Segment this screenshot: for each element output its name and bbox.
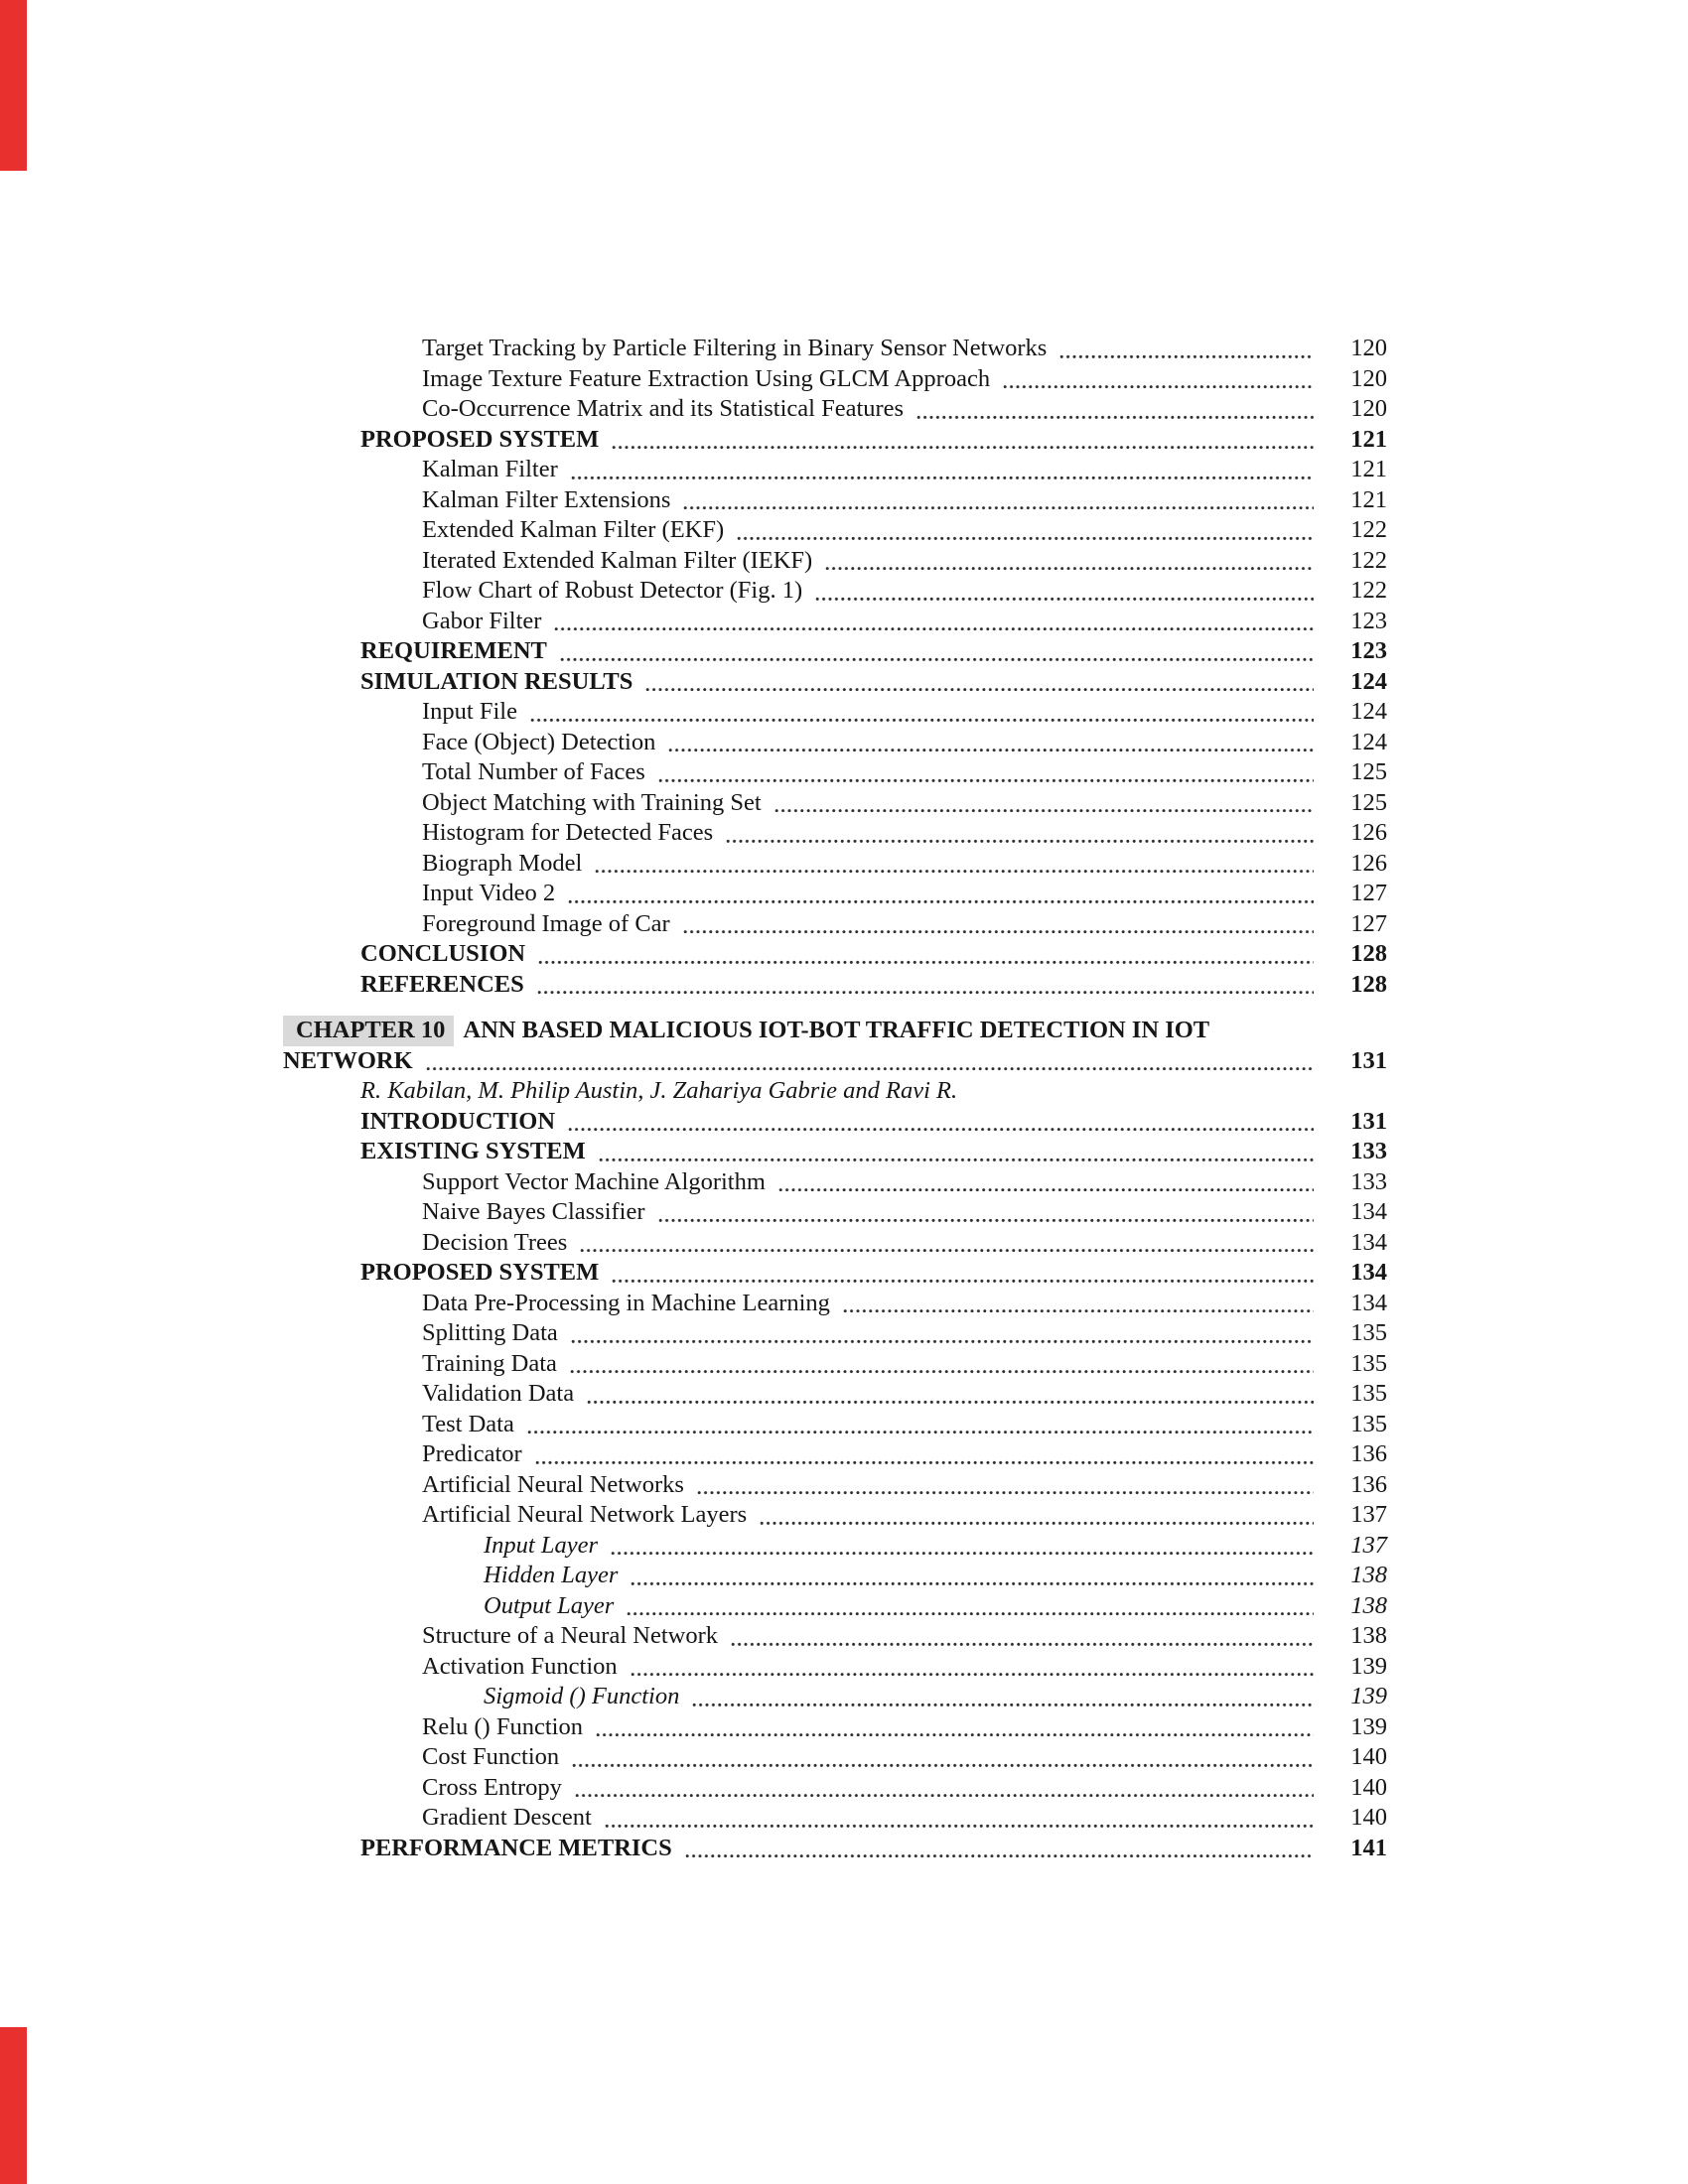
toc-entry <box>283 1712 1387 1743</box>
dot-leader <box>630 1561 1314 1591</box>
toc-entry-page: 121 <box>1350 425 1387 453</box>
toc-entry-page: 136 <box>1350 1470 1387 1498</box>
toc-entry-page: 127 <box>1350 880 1387 906</box>
toc-entry-label: Biograph Model <box>422 849 583 877</box>
dot-leader <box>570 1318 1314 1349</box>
toc-entry <box>283 1803 1387 1834</box>
toc-entry-label: Training Data <box>422 1349 557 1377</box>
toc-entry-page: 131 <box>1350 1046 1387 1074</box>
toc-entry <box>283 1137 1387 1167</box>
dot-leader <box>1002 364 1314 395</box>
toc-entry <box>283 334 1387 364</box>
toc-entry-label: Test Data <box>422 1410 514 1437</box>
toc-entry-label: EXISTING SYSTEM <box>360 1138 586 1164</box>
dot-leader <box>611 425 1314 456</box>
dot-leader <box>736 515 1314 546</box>
toc-entry <box>283 1410 1387 1440</box>
toc-entry <box>283 1561 1387 1591</box>
toc-entry <box>283 1349 1387 1380</box>
toc-entry-page: 135 <box>1350 1380 1387 1407</box>
dot-leader <box>571 1742 1314 1773</box>
dot-leader <box>684 1834 1314 1864</box>
dot-leader <box>611 1258 1314 1289</box>
toc-entry <box>283 970 1387 1001</box>
dot-leader <box>1058 334 1314 364</box>
toc-entry-page: 125 <box>1350 758 1387 785</box>
toc-entry-page: 120 <box>1350 395 1387 422</box>
toc-entry-page: 124 <box>1350 698 1387 725</box>
dot-leader <box>842 1289 1314 1319</box>
toc-entry-page: 121 <box>1350 456 1387 482</box>
toc-entry-label: Validation Data <box>422 1380 575 1407</box>
toc-entry-page: 138 <box>1350 1591 1387 1619</box>
toc-entry-label: Gradient Descent <box>422 1804 592 1831</box>
toc-entry-label: CONCLUSION <box>360 940 526 967</box>
toc-entry-label: Face (Object) Detection <box>422 728 656 755</box>
toc-entry-label: Relu () Function <box>422 1712 583 1740</box>
toc-entry <box>283 1439 1387 1470</box>
dot-leader <box>644 667 1314 698</box>
toc-entry-label: Output Layer <box>484 1591 615 1619</box>
dot-leader <box>534 1439 1314 1470</box>
dot-leader <box>814 576 1314 607</box>
toc-entry-page: 139 <box>1350 1652 1387 1680</box>
dot-leader <box>725 818 1314 849</box>
chapter-number-highlight: CHAPTER 10 <box>283 1016 454 1046</box>
toc-entry <box>283 939 1387 970</box>
toc-entry <box>283 788 1387 819</box>
toc-entry-label: SIMULATION RESULTS <box>360 667 633 695</box>
toc-entry-page: 126 <box>1350 819 1387 846</box>
toc-entry-label: Image Texture Feature Extraction Using GLCM Approach <box>422 364 991 392</box>
toc-entry-page: 122 <box>1350 516 1387 543</box>
toc-entry <box>283 1197 1387 1228</box>
toc-entry <box>283 1379 1387 1410</box>
dot-leader <box>526 1410 1314 1440</box>
toc-entry-page: 140 <box>1350 1804 1387 1831</box>
toc-entry-label: Artificial Neural Networks <box>422 1470 684 1498</box>
toc-entry-page: 120 <box>1350 335 1387 361</box>
toc-entry <box>283 1834 1387 1864</box>
toc-entry-label: Splitting Data <box>422 1319 558 1346</box>
dot-leader <box>604 1803 1314 1834</box>
dot-leader <box>595 1712 1314 1743</box>
chapter-heading <box>283 1016 1387 1046</box>
toc-entry-label: Foreground Image of Car <box>422 909 670 937</box>
toc-entry <box>283 849 1387 880</box>
toc-entry-page: 123 <box>1350 607 1387 634</box>
dot-leader <box>574 1773 1314 1804</box>
toc-entry-label: Target Tracking by Particle Filtering in Binary Sensor Networks <box>422 335 1048 361</box>
toc-entry-page: 134 <box>1350 1228 1387 1256</box>
dot-leader <box>569 1349 1314 1380</box>
toc-entry-page: 125 <box>1350 788 1387 816</box>
toc-entry-label: Input File <box>422 698 517 725</box>
toc-entry-label: PROPOSED SYSTEM <box>360 1259 600 1286</box>
toc-entry <box>283 576 1387 607</box>
toc-entry-page: 131 <box>1350 1107 1387 1135</box>
toc-entry <box>283 364 1387 395</box>
dot-leader <box>559 636 1314 667</box>
toc-entry-page: 133 <box>1350 1138 1387 1164</box>
toc-entry <box>283 1621 1387 1652</box>
toc-entry-label: Cross Entropy <box>422 1773 562 1801</box>
dot-leader <box>586 1379 1314 1410</box>
toc-entry-label: Cost Function <box>422 1743 560 1770</box>
toc-entry <box>283 728 1387 758</box>
toc-entry <box>283 455 1387 485</box>
dot-leader <box>730 1621 1314 1652</box>
toc-entry-label: Co-Occurrence Matrix and its Statistical Features <box>422 395 905 422</box>
toc-entry-page: 122 <box>1350 546 1387 574</box>
toc-entry <box>283 1773 1387 1804</box>
toc-entry-page: 127 <box>1350 909 1387 937</box>
chapter-authors <box>283 1076 1387 1107</box>
toc-entry-page: 123 <box>1350 637 1387 664</box>
toc-entry <box>283 636 1387 667</box>
toc-entry-label: REQUIREMENT <box>360 637 547 664</box>
dot-leader <box>536 970 1314 1001</box>
toc-entry-page: 135 <box>1350 1410 1387 1437</box>
toc-entry-label: Decision Trees <box>422 1228 568 1256</box>
dot-leader <box>824 546 1314 577</box>
dot-leader <box>915 394 1314 425</box>
toc-entry-label: Extended Kalman Filter (EKF) <box>422 516 725 543</box>
toc-entry-page: 121 <box>1350 485 1387 513</box>
dot-leader <box>567 1107 1314 1138</box>
dot-leader <box>425 1046 1314 1077</box>
dot-leader <box>626 1591 1314 1622</box>
dot-leader <box>529 697 1314 728</box>
toc-entry-label: Total Number of Faces <box>422 758 645 785</box>
toc-entry-page: 138 <box>1350 1562 1387 1588</box>
toc-entry-label: INTRODUCTION <box>360 1107 556 1135</box>
dot-leader <box>610 1531 1314 1562</box>
toc-entry <box>283 697 1387 728</box>
dot-leader <box>682 909 1314 940</box>
toc-entry-label: Gabor Filter <box>422 607 542 634</box>
dot-leader <box>777 1167 1314 1198</box>
toc-entry <box>283 1258 1387 1289</box>
chapter-authors-text: R. Kabilan, M. Philip Austin, J. Zahariya Gabrie and Ravi R. <box>360 1077 958 1104</box>
toc-entry-label: Naive Bayes Classifier <box>422 1198 645 1225</box>
dot-leader <box>657 757 1314 788</box>
toc-entry-label: Support Vector Machine Algorithm <box>422 1167 766 1195</box>
toc-entry-label: Structure of a Neural Network <box>422 1622 718 1649</box>
toc-entry-label: Predicator <box>422 1440 522 1467</box>
dot-leader <box>682 485 1314 516</box>
toc-entry <box>283 1500 1387 1531</box>
toc-entry-page: 126 <box>1350 849 1387 877</box>
toc-entry-page: 140 <box>1350 1743 1387 1770</box>
toc-entry-page: 139 <box>1350 1683 1387 1709</box>
toc-entry-label: Activation Function <box>422 1652 618 1680</box>
toc-entry <box>283 909 1387 940</box>
toc-entry-page: 134 <box>1350 1259 1387 1286</box>
dot-leader <box>567 879 1314 909</box>
toc-entry-label: Data Pre-Processing in Machine Learning <box>422 1289 830 1316</box>
toc-entry <box>283 1289 1387 1319</box>
toc-entry <box>283 818 1387 849</box>
toc-entry-label: Histogram for Detected Faces <box>422 819 714 846</box>
dot-leader <box>537 939 1314 970</box>
toc-entry-page: 141 <box>1350 1834 1387 1861</box>
toc-entry <box>283 394 1387 425</box>
dot-leader <box>759 1500 1314 1531</box>
toc-entry-page: 120 <box>1350 364 1387 392</box>
toc-entry <box>283 1046 1387 1077</box>
toc-entry-label: Flow Chart of Robust Detector (Fig. 1) <box>422 577 803 604</box>
toc-entry-label: PROPOSED SYSTEM <box>360 425 600 453</box>
dot-leader <box>570 455 1314 485</box>
toc-entry <box>283 879 1387 909</box>
page-edge-tab-top <box>0 0 27 171</box>
toc-entry <box>283 1107 1387 1138</box>
toc-entry-label: Iterated Extended Kalman Filter (IEKF) <box>422 546 813 574</box>
toc-entry <box>283 546 1387 577</box>
toc-entry-page: 139 <box>1350 1712 1387 1740</box>
toc-entry-page: 135 <box>1350 1349 1387 1377</box>
toc-entry <box>283 1652 1387 1683</box>
toc-entry-label: Kalman Filter <box>422 456 558 482</box>
toc-entry-page: 124 <box>1350 728 1387 755</box>
dot-leader <box>696 1470 1314 1501</box>
toc-entry-page: 134 <box>1350 1289 1387 1316</box>
toc-entry-page: 124 <box>1350 667 1387 695</box>
toc-entry <box>283 425 1387 456</box>
toc-entry-page: 135 <box>1350 1319 1387 1346</box>
toc-entry-label: PERFORMANCE METRICS <box>360 1834 672 1861</box>
toc-entry-page: 140 <box>1350 1773 1387 1801</box>
toc-entry <box>283 1682 1387 1712</box>
toc-entry <box>283 485 1387 516</box>
toc-entry-page: 122 <box>1350 577 1387 604</box>
dot-leader <box>594 849 1314 880</box>
toc-entry <box>283 515 1387 546</box>
toc-entry-label: Sigmoid () Function <box>484 1683 680 1709</box>
dot-leader <box>774 788 1314 819</box>
toc-entry-label: Artificial Neural Network Layers <box>422 1501 748 1528</box>
table-of-contents <box>283 334 1387 1863</box>
dot-leader <box>579 1228 1314 1259</box>
toc-entry <box>283 607 1387 637</box>
toc-entry <box>283 1531 1387 1562</box>
toc-entry <box>283 1228 1387 1259</box>
toc-entry-page: 133 <box>1350 1167 1387 1195</box>
dot-leader <box>598 1137 1314 1167</box>
toc-entry <box>283 757 1387 788</box>
toc-entry-label: Input Video 2 <box>422 880 556 906</box>
toc-entry <box>283 1591 1387 1622</box>
dot-leader <box>657 1197 1314 1228</box>
toc-entry-page: 128 <box>1350 970 1387 998</box>
toc-entry-page: 134 <box>1350 1198 1387 1225</box>
dot-leader <box>691 1682 1314 1712</box>
dot-leader <box>667 728 1314 758</box>
toc-entry-label: Object Matching with Training Set <box>422 788 762 816</box>
chapter-title-text: ANN BASED MALICIOUS IOT-BOT TRAFFIC DETECTION IN IOT <box>463 1017 1210 1043</box>
dot-leader <box>630 1652 1314 1683</box>
toc-entry-page: 128 <box>1350 940 1387 967</box>
toc-entry <box>283 1167 1387 1198</box>
toc-entry-label: REFERENCES <box>360 970 524 998</box>
toc-entry-page: 138 <box>1350 1622 1387 1649</box>
toc-entry-label: NETWORK <box>283 1046 413 1074</box>
dot-leader <box>553 607 1314 637</box>
toc-entry-page: 136 <box>1350 1440 1387 1467</box>
toc-entry-page: 137 <box>1350 1501 1387 1528</box>
page-edge-tab-bottom <box>0 2027 27 2184</box>
toc-entry-label: Kalman Filter Extensions <box>422 485 671 513</box>
toc-entry-label: Input Layer <box>484 1531 598 1559</box>
toc-entry-label: Hidden Layer <box>484 1562 619 1588</box>
toc-entry <box>283 667 1387 698</box>
toc-entry <box>283 1470 1387 1501</box>
toc-entry <box>283 1742 1387 1773</box>
toc-entry <box>283 1318 1387 1349</box>
toc-entry-page: 137 <box>1350 1531 1387 1559</box>
